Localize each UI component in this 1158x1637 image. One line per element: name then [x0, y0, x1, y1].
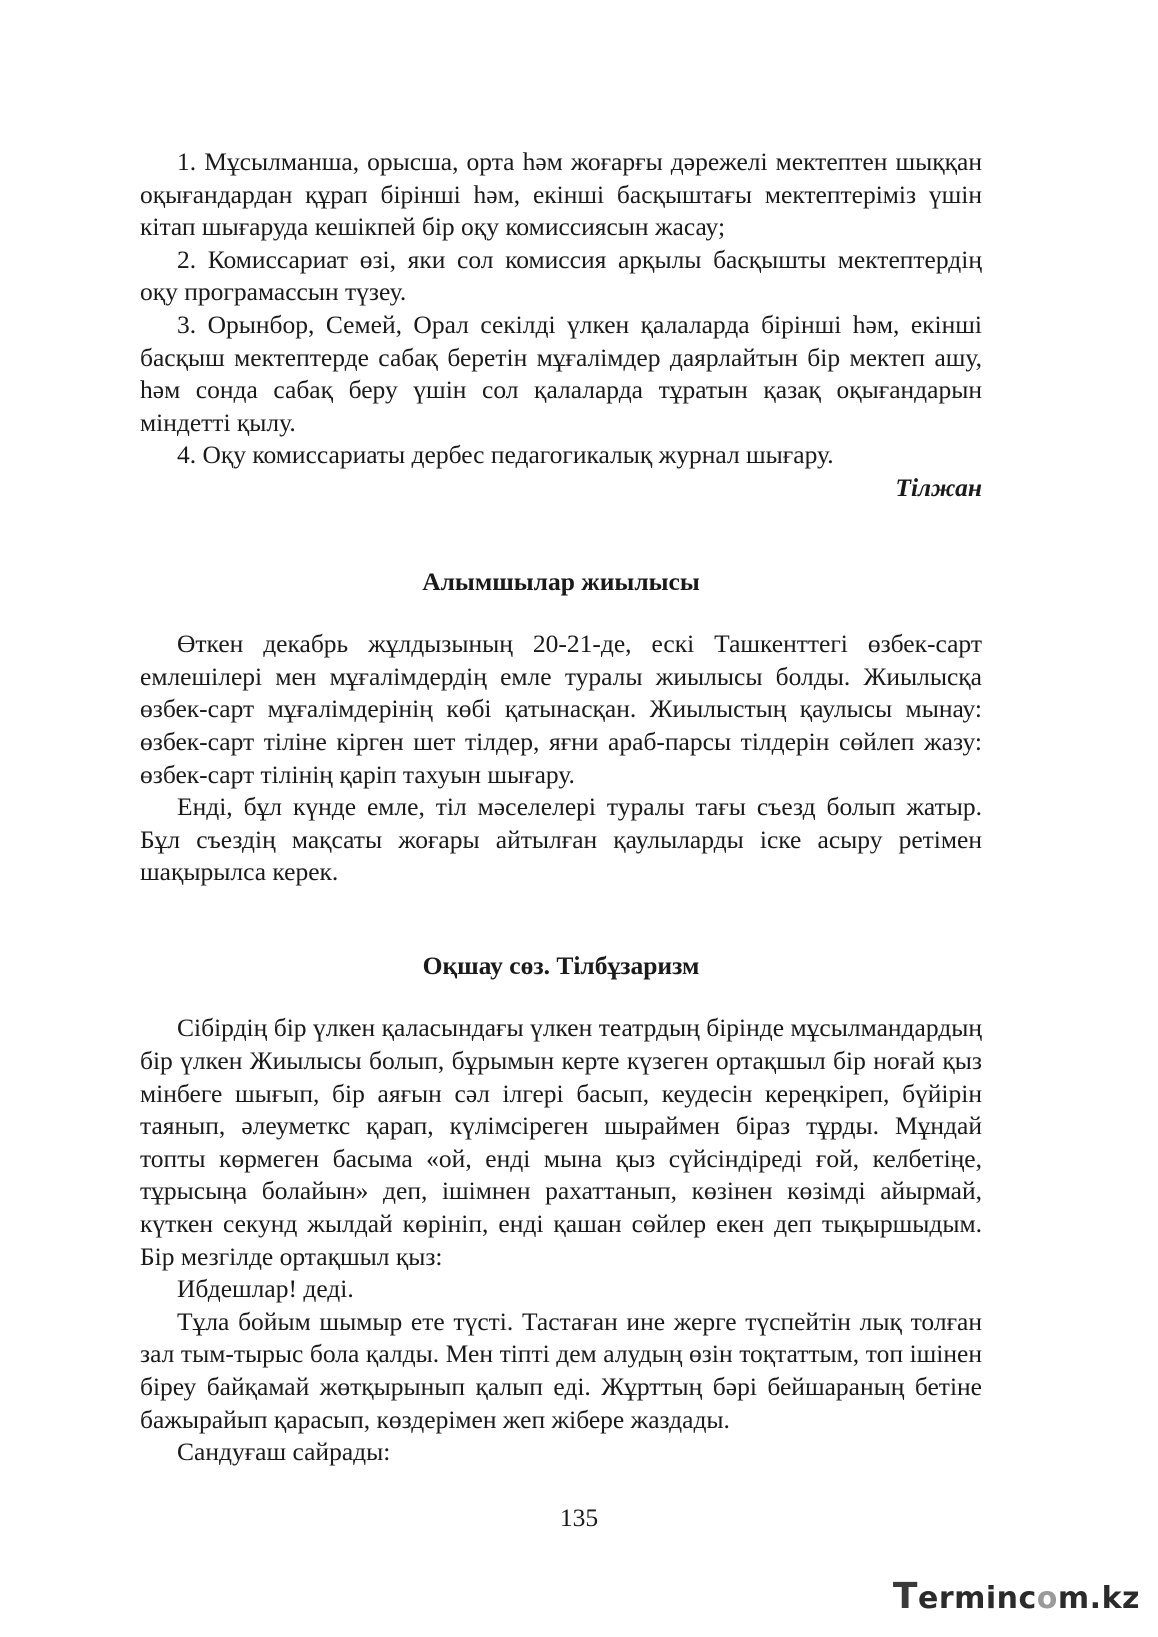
intro-paragraph-4: 4. Оқу комиссариаты дербес педагогикалық журнал шығару.	[177, 440, 834, 470]
section2-paragraph-1: Сібірдің бір үлкен қаласындағы үлкен театрдың бірінде мұсылмандардың бір үлкен Жиылысы болып, бұрымын керте күзеген ортақшыл бір ноғай қыз мінбеге шығып, бір аяғын сәл ілгері басып, кеудесін кереңкіреп, бүйірін таянып, әлеуметкс қарап, күлімсіреген шыраймен біраз тұрды. Мұндай топты көрмеген басыма «ой, енді мына қыз сүйсіндіреді ғой, келбетіңе, тұрысыңа болайын» деп, ішімнен рахаттанып, көзінен көзімді айырмай, күткен секунд жылдай көрініп, енді қашан сөйлер екен деп тықыршыдым. Бір мезгілде ортақшыл қыз:	[140, 1013, 982, 1271]
section2-paragraph-3: Тұла бойым шымыр ете түсті. Тастаған ине жерге түспейтін лық толған зал тым-тырыс бола қалды. Мен тіпті дем алудың өзін тоқтаттым, топ ішінен біреу байқамай жөтқырынып қалып еді. Жұрттың бәрі бейшараның бетіне бажырайып қарасып, көздерімен жеп жібере жаздады.	[140, 1306, 982, 1434]
section-heading-1: Алымшылар жиылысы	[422, 566, 700, 596]
watermark-initial: T	[892, 1576, 918, 1617]
page-number: 135	[559, 1503, 599, 1532]
page-body	[140, 146, 982, 1469]
intro-paragraph-3: 3. Орынбор, Семей, Орал секілді үлкен қалаларда бірінші һәм, екінші басқыш мектептерде сабақ беретін мұғалімдер даярлайтын бір мектеп ашу, һәм сонда сабақ беру үшін сол қалаларда тұратын қазақ оқығандарын міндетті қылу.	[140, 309, 982, 437]
author-signature: Тілжан	[895, 472, 982, 502]
intro-paragraph-1: 1. Мұсылманша, орысша, орта һәм жоғарғы дәрежелі мектептен шыққан оқығандардан құрап бірінші һәм, екінші басқыштағы мектептеріміз үшін кітап шығаруда кешікпей бір оқу комиссиясын жасау;	[140, 147, 982, 242]
section2-paragraph-2: Ибдешлар! деді.	[177, 1274, 354, 1304]
section2-paragraph-4: Сандуғаш сайрады:	[177, 1437, 391, 1467]
section1-paragraph-1: Өткен декабрь жұлдызының 20-21-де, ескі Ташкенттегі өзбек-сарт емлешілері мен мұғалімдердің емле туралы жиылысы болды. Жиылысқа өзбек-сарт мұғалімдерінің көбі қатынасқан. Жиылыстың қаулысы мынау: өзбек-сарт тіліне кірген шет тілдер, яғни араб-парсы тілдерін сөйлеп жазу: өзбек-сарт тілінің қаріп тахуын шығару.	[140, 629, 982, 789]
watermark-text-a: erminc	[917, 1581, 1037, 1616]
site-watermark	[893, 1576, 1140, 1617]
watermark-text-b: m.kz	[1057, 1581, 1140, 1616]
watermark-search-glyph: o	[1036, 1581, 1058, 1616]
section-heading-2: Оқшау сөз. Тілбұзаризм	[422, 950, 700, 980]
intro-paragraph-2: 2. Комиссариат өзі, яки сол комиссия арқылы басқышты мектептердің оқу програмассын түзеу.	[140, 244, 982, 307]
section1-paragraph-2: Енді, бұл күнде емле, тіл мәселелері туралы тағы съезд болып жатыр. Бұл съездің мақсаты жоғары айтылған қаулыларды іске асыру ретімен шақырылса керек.	[140, 792, 982, 887]
